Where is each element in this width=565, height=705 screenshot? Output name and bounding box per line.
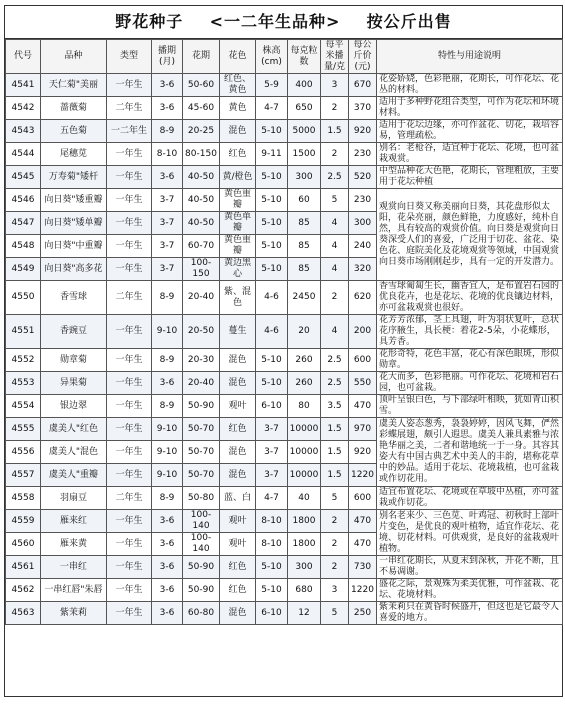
cell-color: 混色 <box>220 372 256 395</box>
cell-seeds: 85 <box>288 258 321 281</box>
table-row <box>6 579 563 602</box>
cell-height: 3-7 <box>256 418 288 441</box>
cell-bloom: 80-150 <box>183 143 220 166</box>
cell-rate: 1.5 <box>321 120 349 143</box>
cell-description: 紫茉莉只在黄昏时候盛开，但这也是它最令人喜爱的地方。 <box>377 602 563 625</box>
cell-height: 5-9 <box>256 74 288 97</box>
cell-bloom: 50-60 <box>183 74 220 97</box>
cell-price: 600 <box>349 349 377 372</box>
cell-height: 5-10 <box>256 120 288 143</box>
cell-price: 250 <box>349 602 377 625</box>
cell-description: 花大而多，色彩艳丽。可作花坛、花境和岩石园，也可盆栽。 <box>377 372 563 395</box>
cell-name: 一串红 <box>41 556 107 579</box>
cell-description: 一串红花期长，从夏末到深秋，开花不断，且不易凋谢。 <box>377 556 563 579</box>
header-bloom: 花期 <box>183 40 220 74</box>
table-row <box>6 372 563 395</box>
cell-price: 1220 <box>349 579 377 602</box>
cell-code: 4542 <box>6 97 41 120</box>
cell-price: 230 <box>349 143 377 166</box>
cell-code: 4546 <box>6 189 41 212</box>
table-row <box>6 74 563 97</box>
cell-rate: 4 <box>321 258 349 281</box>
cell-type: 一年生 <box>107 395 152 418</box>
cell-price: 230 <box>349 189 377 212</box>
cell-sow: 3-6 <box>152 533 183 556</box>
cell-name: 勋章菊 <box>41 349 107 372</box>
cell-bloom: 20-50 <box>183 315 220 349</box>
cell-type: 一年生 <box>107 212 152 235</box>
cell-description: 盛花之际，景观殊为柔美优雅，可作盆栽、花坛、花境材料。 <box>377 579 563 602</box>
cell-sow: 3-6 <box>152 579 183 602</box>
cell-price: 470 <box>349 533 377 556</box>
cell-code: 4549 <box>6 258 41 281</box>
cell-height: 5-10 <box>256 579 288 602</box>
cell-sow: 3-6 <box>152 166 183 189</box>
cell-seeds: 85 <box>288 212 321 235</box>
cell-price: 920 <box>349 120 377 143</box>
cell-bloom: 50-70 <box>183 464 220 487</box>
cell-name: 天仁菊"美丽 <box>41 74 107 97</box>
cell-type: 一年生 <box>107 418 152 441</box>
cell-description: 观赏向日葵又称美丽向日葵，其花盘形似太阳，花朵亮丽，颜色鲜艳，力度感好，纯朴自然，具有较高的观赏价值。向日葵是观赏向日葵深受人们的喜爱，广泛用于切花、盆花、染色花、庭院美化及花境观赏等领域，中国观赏向日葵市场刚刚起步，具有一定的开发潜力。 <box>377 189 563 281</box>
cell-color: 红色 <box>220 556 256 579</box>
cell-rate: 1.5 <box>321 418 349 441</box>
cell-code: 4550 <box>6 281 41 315</box>
cell-code: 4559 <box>6 510 41 533</box>
cell-color: 红色 <box>220 143 256 166</box>
cell-type: 一年生 <box>107 143 152 166</box>
cell-sow: 8-9 <box>152 395 183 418</box>
header-price: 每公斤价(元) <box>349 40 377 74</box>
cell-sow: 9-10 <box>152 418 183 441</box>
cell-rate: 3 <box>321 579 349 602</box>
cell-price: 670 <box>349 74 377 97</box>
cell-description: 中型品种花大色艳，花期长，管理粗放，主要用于花坛种植 <box>377 166 563 189</box>
cell-type: 一年生 <box>107 258 152 281</box>
cell-rate: 2.5 <box>321 166 349 189</box>
cell-rate: 5 <box>321 602 349 625</box>
cell-rate: 5 <box>321 189 349 212</box>
header-color: 花色 <box>220 40 256 74</box>
cell-color: 红色 <box>220 579 256 602</box>
cell-height: 6-10 <box>256 395 288 418</box>
cell-bloom: 100-140 <box>183 533 220 556</box>
cell-height: 5-10 <box>256 189 288 212</box>
cell-name: 五色菊 <box>41 120 107 143</box>
cell-height: 5-10 <box>256 556 288 579</box>
cell-name: 尾穗苋 <box>41 143 107 166</box>
cell-name: 虞美人"重瓣 <box>41 464 107 487</box>
cell-code: 4543 <box>6 120 41 143</box>
cell-description: 别名：老枪谷，适宜种于花坛、花境，也可盆栽观赏。 <box>377 143 563 166</box>
cell-color: 黄边黑心 <box>220 258 256 281</box>
cell-rate: 1.5 <box>321 441 349 464</box>
cell-description: 顶叶呈银白色，与下部绿叶相映，犹如青山积雪。 <box>377 395 563 418</box>
cell-rate: 2.5 <box>321 349 349 372</box>
cell-rate: 2 <box>321 143 349 166</box>
cell-type: 一年生 <box>107 533 152 556</box>
cell-name: 向日葵"矮单瓣 <box>41 212 107 235</box>
cell-name: 香雪球 <box>41 281 107 315</box>
cell-height: 5-10 <box>256 349 288 372</box>
cell-bloom: 100-150 <box>183 258 220 281</box>
cell-color: 黄色单瓣 <box>220 212 256 235</box>
cell-seeds: 5000 <box>288 120 321 143</box>
cell-height: 5-10 <box>256 212 288 235</box>
cell-sow: 8-9 <box>152 120 183 143</box>
cell-sow: 8-10 <box>152 143 183 166</box>
cell-price: 970 <box>349 418 377 441</box>
cell-type: 二年生 <box>107 487 152 510</box>
cell-seeds: 12 <box>288 602 321 625</box>
table-row <box>6 315 563 349</box>
cell-rate: 3.5 <box>321 395 349 418</box>
cell-rate: 2 <box>321 97 349 120</box>
cell-bloom: 40-50 <box>183 166 220 189</box>
table-row <box>6 510 563 533</box>
cell-bloom: 50-70 <box>183 418 220 441</box>
cell-height: 4-6 <box>256 315 288 349</box>
table-row <box>6 97 563 120</box>
cell-bloom: 20-40 <box>183 281 220 315</box>
cell-height: 9-11 <box>256 143 288 166</box>
cell-seeds: 80 <box>288 395 321 418</box>
table-row <box>6 602 563 625</box>
table-row <box>6 418 563 441</box>
table-row <box>6 487 563 510</box>
cell-height: 4-6 <box>256 281 288 315</box>
cell-description: 香雪球匍匐生长，幽香宜人，是布置岩石园的优良花卉，也是花坛、花境的优良镶边材料，亦可盆栽观赏也很好。 <box>377 281 563 315</box>
cell-color: 观叶 <box>220 510 256 533</box>
cell-type: 一年生 <box>107 349 152 372</box>
cell-rate: 4 <box>321 235 349 258</box>
cell-name: 向日葵"高多花 <box>41 258 107 281</box>
cell-seeds: 400 <box>288 74 321 97</box>
cell-height: 5-10 <box>256 235 288 258</box>
cell-sow: 9-10 <box>152 441 183 464</box>
cell-sow: 3-7 <box>152 235 183 258</box>
cell-height: 8-10 <box>256 533 288 556</box>
header-name: 品种 <box>41 40 107 74</box>
header-desc: 特性与用途说明 <box>377 40 563 74</box>
cell-name: 向日葵"矮重瓣 <box>41 189 107 212</box>
cell-name: 雁来红 <box>41 510 107 533</box>
header-type: 类型 <box>107 40 152 74</box>
cell-name: 异果菊 <box>41 372 107 395</box>
cell-rate: 4 <box>321 212 349 235</box>
cell-type: 一年生 <box>107 189 152 212</box>
header-height: 株高(cm) <box>256 40 288 74</box>
cell-rate: 5 <box>321 487 349 510</box>
cell-sow: 9-10 <box>152 315 183 349</box>
cell-sow: 3-7 <box>152 258 183 281</box>
cell-name: 蔷薇菊 <box>41 97 107 120</box>
cell-type: 一年生 <box>107 441 152 464</box>
cell-seeds: 300 <box>288 166 321 189</box>
cell-code: 4563 <box>6 602 41 625</box>
cell-name: 紫茉莉 <box>41 602 107 625</box>
page-title: 野花种子 <一二年生品种> 按公斤出售 <box>5 6 562 39</box>
cell-seeds: 85 <box>288 235 321 258</box>
cell-rate: 2 <box>321 281 349 315</box>
header-sow: 播期(月) <box>152 40 183 74</box>
cell-bloom: 20-25 <box>183 120 220 143</box>
cell-name: 虞美人"混色 <box>41 441 107 464</box>
cell-bloom: 50-90 <box>183 579 220 602</box>
cell-bloom: 20-30 <box>183 349 220 372</box>
cell-color: 混色 <box>220 120 256 143</box>
cell-height: 3-7 <box>256 441 288 464</box>
cell-seeds: 260 <box>288 372 321 395</box>
cell-price: 1220 <box>349 464 377 487</box>
cell-rate: 1.5 <box>321 464 349 487</box>
table-row <box>6 166 563 189</box>
cell-bloom: 40-50 <box>183 189 220 212</box>
cell-sow: 3-6 <box>152 97 183 120</box>
cell-seeds: 10000 <box>288 418 321 441</box>
cell-type: 二年生 <box>107 281 152 315</box>
cell-price: 470 <box>349 395 377 418</box>
cell-bloom: 100-140 <box>183 510 220 533</box>
cell-rate: 4 <box>321 315 349 349</box>
cell-seeds: 260 <box>288 349 321 372</box>
cell-color: 观叶 <box>220 533 256 556</box>
cell-type: 一年生 <box>107 556 152 579</box>
cell-color: 混色 <box>220 602 256 625</box>
cell-code: 4545 <box>6 166 41 189</box>
cell-seeds: 680 <box>288 579 321 602</box>
cell-type: 一年生 <box>107 579 152 602</box>
header-seeds: 每克粒数 <box>288 40 321 74</box>
cell-color: 观叶 <box>220 395 256 418</box>
cell-height: 4-7 <box>256 487 288 510</box>
cell-height: 5-10 <box>256 372 288 395</box>
cell-color: 蔓生 <box>220 315 256 349</box>
cell-code: 4554 <box>6 395 41 418</box>
cell-sow: 3-7 <box>152 189 183 212</box>
cell-price: 470 <box>349 510 377 533</box>
cell-color: 混色 <box>220 441 256 464</box>
cell-color: 混色 <box>220 349 256 372</box>
cell-name: 雁来黄 <box>41 533 107 556</box>
cell-type: 一年生 <box>107 166 152 189</box>
cell-bloom: 50-80 <box>183 487 220 510</box>
cell-type: 一年生 <box>107 235 152 258</box>
header-code: 代号 <box>6 40 41 74</box>
cell-seeds: 2450 <box>288 281 321 315</box>
cell-type: 二年生 <box>107 97 152 120</box>
cell-code: 4548 <box>6 235 41 258</box>
cell-rate: 2 <box>321 510 349 533</box>
cell-code: 4555 <box>6 418 41 441</box>
cell-description: 虞美人姿态葱秀，袅袅婷婷，因风飞舞，俨然彩蝶展翅，颇引人遐思。虞美人兼具素雅与浓艳华丽之美，二者和谐地统一于一身。其容其姿大有中国古典艺术中美人的丰韵，堪称花草中的妙品。适用于花坛、花境栽植，也可盆栽或作切花用。 <box>377 418 563 487</box>
cell-type: 一年生 <box>107 464 152 487</box>
cell-bloom: 50-90 <box>183 395 220 418</box>
cell-description: 适宜布置花坛、花境或在草坡中丛植，亦可盆栽或作切花。 <box>377 487 563 510</box>
cell-price: 550 <box>349 372 377 395</box>
cell-sow: 8-9 <box>152 349 183 372</box>
cell-price: 200 <box>349 315 377 349</box>
table-row <box>6 349 563 372</box>
cell-type: 一年生 <box>107 372 152 395</box>
cell-bloom: 50-90 <box>183 556 220 579</box>
table-row <box>6 556 563 579</box>
cell-code: 4544 <box>6 143 41 166</box>
cell-code: 4552 <box>6 349 41 372</box>
cell-code: 4547 <box>6 212 41 235</box>
cell-type: 一年生 <box>107 315 152 349</box>
cell-code: 4553 <box>6 372 41 395</box>
cell-seeds: 1800 <box>288 533 321 556</box>
table-row <box>6 189 563 212</box>
cell-height: 8-10 <box>256 510 288 533</box>
cell-color: 红色 <box>220 418 256 441</box>
cell-seeds: 1500 <box>288 143 321 166</box>
cell-sow: 3-6 <box>152 556 183 579</box>
cell-price: 320 <box>349 258 377 281</box>
cell-sow: 3-7 <box>152 212 183 235</box>
cell-seeds: 650 <box>288 97 321 120</box>
cell-type: 一年生 <box>107 602 152 625</box>
cell-color: 混色 <box>220 464 256 487</box>
cell-description: 花姿娇娆，色彩艳丽，花期长，可作花坛、花丛的材料。 <box>377 74 563 97</box>
cell-color: 蓝、白 <box>220 487 256 510</box>
cell-description: 适用于花坛边缘，亦可作盆花、切花，栽培容易，管理疏松。 <box>377 120 563 143</box>
cell-code: 4541 <box>6 74 41 97</box>
cell-rate: 2 <box>321 556 349 579</box>
cell-bloom: 20-40 <box>183 372 220 395</box>
cell-sow: 9-10 <box>152 464 183 487</box>
table-row <box>6 120 563 143</box>
cell-bloom: 50-70 <box>183 441 220 464</box>
cell-seeds: 300 <box>288 556 321 579</box>
cell-description: 适用于多种野花组合类型，可作为花坛和环境材料。 <box>377 97 563 120</box>
cell-seeds: 40 <box>288 487 321 510</box>
cell-seeds: 10000 <box>288 441 321 464</box>
cell-price: 600 <box>349 487 377 510</box>
cell-price: 920 <box>349 441 377 464</box>
cell-color: 红色、黄色 <box>220 74 256 97</box>
cell-price: 520 <box>349 166 377 189</box>
cell-description: 花芳芳浓郁，茎上具翅，叶为羽状复叶，总状花序腋生，具长梗：着花2-5朵，小花蝶形，具芳香。 <box>377 315 563 349</box>
cell-seeds: 1800 <box>288 510 321 533</box>
cell-sow: 8-9 <box>152 487 183 510</box>
cell-price: 620 <box>349 281 377 315</box>
cell-bloom: 45-60 <box>183 97 220 120</box>
cell-rate: 2 <box>321 533 349 556</box>
table-row <box>6 281 563 315</box>
cell-sow: 3-6 <box>152 510 183 533</box>
cell-height: 3-7 <box>256 464 288 487</box>
table-row <box>6 143 563 166</box>
cell-price: 370 <box>349 97 377 120</box>
cell-name: 万寿菊"矮杆 <box>41 166 107 189</box>
cell-code: 4562 <box>6 579 41 602</box>
cell-description: 花形奇特，花色丰富，花心有深色眼斑，形似勋章。 <box>377 349 563 372</box>
cell-seeds: 60 <box>288 189 321 212</box>
cell-seeds: 10000 <box>288 464 321 487</box>
seed-table <box>5 39 563 625</box>
cell-type: 一年生 <box>107 510 152 533</box>
cell-seeds: 20 <box>288 315 321 349</box>
cell-name: 香豌豆 <box>41 315 107 349</box>
cell-color: 紫、混色 <box>220 281 256 315</box>
cell-code: 4557 <box>6 464 41 487</box>
cell-name: 向日葵"中重瓣 <box>41 235 107 258</box>
cell-height: 5-10 <box>256 166 288 189</box>
cell-code: 4561 <box>6 556 41 579</box>
header-rate: 每平米播量/克 <box>321 40 349 74</box>
cell-color: 黄色 <box>220 97 256 120</box>
table-row <box>6 395 563 418</box>
cell-color: 黄色重瓣 <box>220 189 256 212</box>
cell-code: 4558 <box>6 487 41 510</box>
cell-code: 4560 <box>6 533 41 556</box>
cell-rate: 3 <box>321 74 349 97</box>
cell-color: 黄/橙色 <box>220 166 256 189</box>
cell-name: 银边翠 <box>41 395 107 418</box>
cell-description: 别名老来少、三色苋、叶鸡冠、初秋时上部叶片变色，是优良的观叶植物，适宜作花坛、花境、切花材料。可供观赏，是良好的盆栽观叶植物。 <box>377 510 563 556</box>
cell-height: 6-10 <box>256 602 288 625</box>
cell-bloom: 60-70 <box>183 235 220 258</box>
cell-sow: 8-9 <box>152 281 183 315</box>
cell-code: 4556 <box>6 441 41 464</box>
cell-name: 一串红唇"朱唇 <box>41 579 107 602</box>
cell-height: 5-10 <box>256 258 288 281</box>
cell-price: 240 <box>349 235 377 258</box>
cell-name: 虞美人"红色 <box>41 418 107 441</box>
cell-rate: 2.5 <box>321 372 349 395</box>
cell-type: 一二年生 <box>107 120 152 143</box>
cell-sow: 3-6 <box>152 602 183 625</box>
cell-bloom: 40-50 <box>183 212 220 235</box>
cell-color: 黄色重瓣 <box>220 235 256 258</box>
cell-height: 4-7 <box>256 97 288 120</box>
cell-price: 730 <box>349 556 377 579</box>
document-page <box>4 5 563 697</box>
cell-sow: 3-6 <box>152 74 183 97</box>
cell-sow: 3-6 <box>152 372 183 395</box>
table-header-row <box>6 40 563 74</box>
table-body <box>6 74 563 625</box>
cell-name: 羽扇豆 <box>41 487 107 510</box>
cell-price: 300 <box>349 212 377 235</box>
cell-bloom: 60-80 <box>183 602 220 625</box>
cell-code: 4551 <box>6 315 41 349</box>
cell-type: 一年生 <box>107 74 152 97</box>
